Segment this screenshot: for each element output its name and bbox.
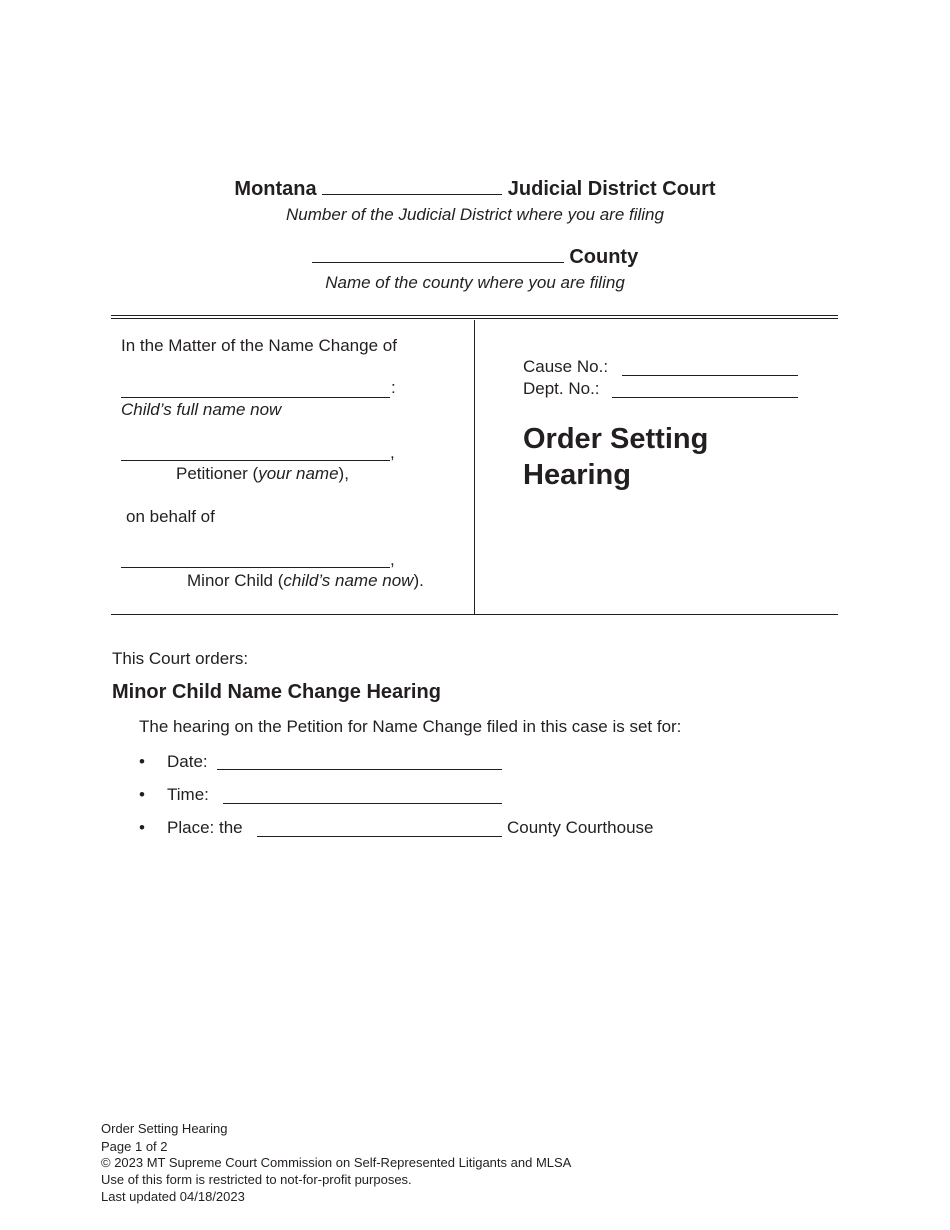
bullet: • xyxy=(139,818,145,837)
petitioner-name-field[interactable] xyxy=(121,460,390,461)
bullet: • xyxy=(139,785,145,804)
county-heading xyxy=(0,246,950,269)
comma: , xyxy=(390,443,395,462)
caption-bottom-rule xyxy=(111,614,838,615)
caption-divider xyxy=(474,320,475,615)
county-label: County xyxy=(569,246,639,268)
time-field[interactable] xyxy=(223,803,502,804)
child-name-hint: Child’s full name now xyxy=(121,400,282,419)
on-behalf-text: on behalf of xyxy=(126,507,215,526)
cause-number-field[interactable] xyxy=(622,375,798,376)
court-orders-text: This Court orders: xyxy=(112,649,249,668)
time-label: Time: xyxy=(167,785,209,804)
footer-form-name: Order Setting Hearing xyxy=(101,1121,228,1136)
bullet: • xyxy=(139,752,145,771)
footer-copyright: © 2023 MT Supreme Court Commission on Self-Represented Litigants and MLSA xyxy=(101,1155,572,1170)
petitioner-label: Petitioner (your name), xyxy=(176,464,349,483)
place-label: Place: the xyxy=(167,818,243,837)
court-heading xyxy=(0,178,950,201)
child-full-name-field[interactable] xyxy=(121,397,390,398)
section-title: Minor Child Name Change Hearing xyxy=(112,681,441,703)
dept-number-field[interactable] xyxy=(612,397,798,398)
cause-number-label: Cause No.: xyxy=(523,357,609,376)
footer-updated: Last updated 04/18/2023 xyxy=(101,1189,245,1204)
minor-child-label: Minor Child (child’s name now). xyxy=(187,571,424,590)
courthouse-label: County Courthouse xyxy=(507,818,654,837)
colon: : xyxy=(391,378,396,397)
footer-page-number: Page 1 of 2 xyxy=(101,1139,168,1154)
county-name-field[interactable] xyxy=(312,262,564,263)
date-field[interactable] xyxy=(217,769,502,770)
dept-number-label: Dept. No.: xyxy=(523,379,600,398)
matter-text: In the Matter of the Name Change of xyxy=(121,336,397,355)
date-label: Date: xyxy=(167,752,208,771)
caption-top-double-rule xyxy=(111,315,838,319)
state-label: Montana xyxy=(234,178,317,200)
district-number-field[interactable] xyxy=(322,194,502,195)
place-county-field[interactable] xyxy=(257,836,502,837)
county-hint: Name of the county where you are filing xyxy=(325,273,625,292)
document-title: Order Setting Hearing xyxy=(523,423,709,491)
comma: , xyxy=(390,550,395,569)
minor-child-name-field[interactable] xyxy=(121,567,390,568)
district-hint: Number of the Judicial District where you are filing xyxy=(286,205,664,224)
court-label: Judicial District Court xyxy=(507,178,716,200)
footer-restriction: Use of this form is restricted to not-for-profit purposes. xyxy=(101,1172,412,1187)
hearing-text: The hearing on the Petition for Name Change filed in this case is set for: xyxy=(139,717,682,736)
